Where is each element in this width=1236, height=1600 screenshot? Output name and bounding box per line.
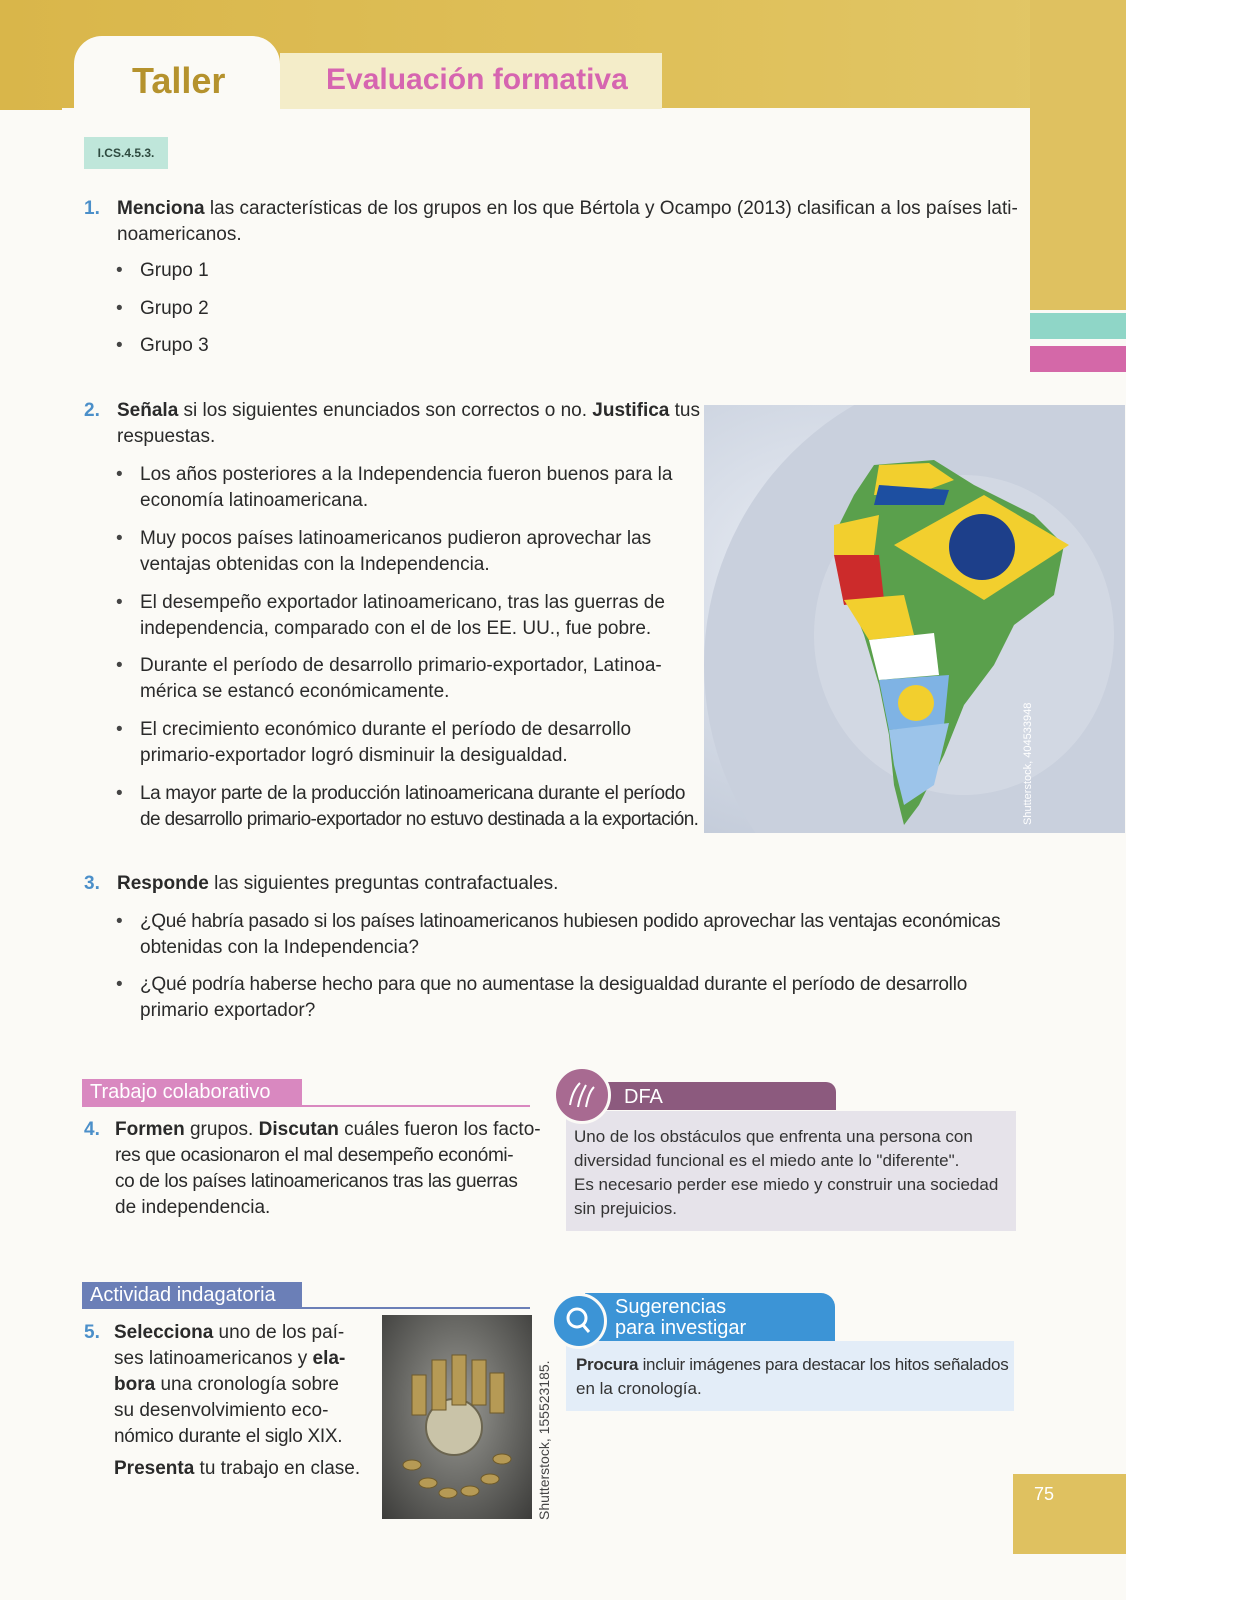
question-text: su desenvolvimiento eco- <box>114 1400 329 1421</box>
list-item-line: • Los años posteriores a la Independencia fueron buenos para la <box>140 464 673 485</box>
question-text: las características de los grupos en los que Bértola y Ocampo (2013) clasifican a los países lati- <box>204 198 1018 219</box>
side-band <box>1030 0 1126 310</box>
dfa-label: DFA <box>624 1086 663 1108</box>
question-text: noamericanos. <box>117 224 242 245</box>
list-item <box>140 462 672 514</box>
verb: Presenta <box>114 1458 195 1479</box>
image-credit: Shutterstock, 404533948 <box>1022 702 1034 825</box>
list-item-line: independencia, comparado con el de los EE. UU., fue pobre. <box>140 618 652 639</box>
verb: Responde <box>117 873 209 894</box>
question-text: grupos. <box>184 1119 259 1140</box>
page-edge <box>1126 0 1236 1600</box>
list-item <box>140 653 662 705</box>
verb: bora <box>114 1374 156 1395</box>
sugerencias-line <box>576 1353 1008 1377</box>
page-number-box <box>1013 1474 1126 1554</box>
list-item-line: primario-exportador logró disminuir la desigualdad. <box>140 745 568 766</box>
list-item <box>140 717 631 769</box>
question-text: cuáles fueron los facto- <box>338 1119 541 1140</box>
sugerencias-line: en la cronología. <box>576 1379 702 1398</box>
section-divider <box>82 1307 530 1309</box>
list-item-line: • ¿Qué habría pasado si los países latinoamericanos hubiesen podido aprovechar las ventajas económicas <box>140 911 1001 932</box>
list-item-line: de desarrollo primario-exportador no estuvo destinada a la exportación. <box>140 809 699 830</box>
question-number: 4. <box>84 1119 100 1140</box>
verb: Selecciona <box>114 1322 214 1343</box>
verb: Señala <box>117 400 179 421</box>
list-item <box>140 526 651 578</box>
page-number: 75 <box>1034 1484 1055 1504</box>
question-text: uno de los paí- <box>213 1322 345 1343</box>
question-text: ses latinoamericanos y <box>114 1348 313 1369</box>
question-number: 1. <box>84 198 100 219</box>
question-text: co de los países latinoamericanos tras las guerras <box>115 1171 518 1192</box>
tab-taller-label: Taller <box>132 60 226 101</box>
list-item: • Grupo 1 <box>140 258 209 284</box>
section-actividad-indagatoria: Actividad indagatoria <box>82 1282 302 1308</box>
question-text: una cronología sobre <box>155 1374 339 1395</box>
verb: ela- <box>312 1348 346 1369</box>
list-item: • Grupo 2 <box>140 296 209 322</box>
list-item-line: • El crecimiento económico durante el período de desarrollo <box>140 719 632 740</box>
sugerencias-text <box>576 1353 1008 1401</box>
sugerencias-box <box>566 1341 1014 1411</box>
verb: Discutan <box>258 1119 339 1140</box>
question-number: 2. <box>84 400 100 421</box>
tab-taller <box>74 36 280 114</box>
question-5-line <box>114 1372 339 1398</box>
tab-evaluacion <box>280 53 662 109</box>
list-item-line: • Durante el período de desarrollo primario-exportador, Latinoa- <box>140 655 662 676</box>
question-2-line-1 <box>117 398 700 424</box>
section-divider <box>82 1105 530 1107</box>
teal-strip <box>1030 313 1126 339</box>
list-item-line: • Muy pocos países latinoamericanos pudieron aprovechar las <box>140 528 652 549</box>
list-item <box>140 590 665 642</box>
list-item <box>140 909 1020 961</box>
verb: Justifica <box>592 400 670 421</box>
question-5-line <box>114 1320 344 1346</box>
question-text: si los siguientes enunciados son correctos o no. <box>178 400 593 421</box>
dfa-line: Uno de los obstáculos que enfrenta una persona con <box>574 1127 973 1146</box>
question-number: 3. <box>84 873 100 894</box>
question-text: tus <box>669 400 700 421</box>
dfa-header <box>600 1082 836 1110</box>
tab-evaluacion-label: Evaluación formativa <box>326 63 628 96</box>
question-text: nómico durante el siglo XIX. <box>114 1426 343 1447</box>
list-item-line: ventajas obtenidas con la Independencia. <box>140 554 490 575</box>
pink-strip <box>1030 346 1126 372</box>
section-trabajo-colaborativo: Trabajo colaborativo <box>82 1079 302 1105</box>
question-text: de independencia. <box>115 1197 271 1218</box>
list-item-line: economía latinoamericana. <box>140 490 369 511</box>
sugerencias-label: para investigar <box>615 1317 747 1339</box>
sugerencias-text-part: incluir imágenes para destacar los hitos señalados <box>638 1355 1009 1374</box>
question-4-line-1 <box>115 1117 541 1143</box>
list-item-line: primario exportador? <box>140 1000 316 1021</box>
hands-icon <box>553 1066 611 1124</box>
list-item-line: mérica se estancó económicamente. <box>140 681 450 702</box>
list-item-line: obtenidas con la Independencia? <box>140 937 419 958</box>
question-text: res que ocasionaron el mal desempeño económi- <box>115 1145 514 1166</box>
dfa-box <box>566 1111 1016 1231</box>
list-item-line: • El desempeño exportador latinoamericano, tras las guerras de <box>140 592 665 613</box>
dfa-line: Es necesario perder ese miedo y construir una sociedad <box>574 1175 999 1194</box>
list-item: • Grupo 3 <box>140 333 209 359</box>
verb: Menciona <box>117 198 205 219</box>
question-text: respuestas. <box>117 426 216 447</box>
globe-illustration <box>704 405 1125 833</box>
list-item <box>140 972 1020 1024</box>
indicator-code: I.CS.4.5.3. <box>84 137 168 169</box>
list-item-line: • ¿Qué podría haberse hecho para que no aumentase la desigualdad durante el período de desarrollo <box>140 974 968 995</box>
sugerencias-label: Sugerencias <box>615 1296 727 1318</box>
question-text: las siguientes preguntas contrafactuales. <box>208 873 559 894</box>
dfa-text <box>574 1125 998 1221</box>
question-5-line <box>114 1456 360 1482</box>
question-1-line-1 <box>117 196 1027 222</box>
sugerencias-header <box>585 1293 835 1341</box>
question-3-line-1 <box>117 871 558 897</box>
list-item <box>140 781 730 833</box>
dfa-line: sin prejuicios. <box>574 1199 677 1218</box>
image-credit: Shutterstock, 155523185. <box>536 1360 552 1520</box>
verb: Formen <box>115 1119 185 1140</box>
south-america-flag-map-image <box>704 405 1125 833</box>
dfa-line: diversidad funcional es el miedo ante lo "diferente". <box>574 1151 960 1170</box>
coins-illustration <box>382 1315 532 1519</box>
question-text: tu trabajo en clase. <box>194 1458 361 1479</box>
question-number: 5. <box>84 1322 100 1343</box>
verb: Procura <box>576 1355 639 1374</box>
list-item-line: • La mayor parte de la producción latinoamericana durante el período <box>140 783 686 804</box>
coins-globe-image <box>382 1315 532 1519</box>
magnifier-icon <box>551 1293 607 1349</box>
question-5-line <box>114 1346 345 1372</box>
